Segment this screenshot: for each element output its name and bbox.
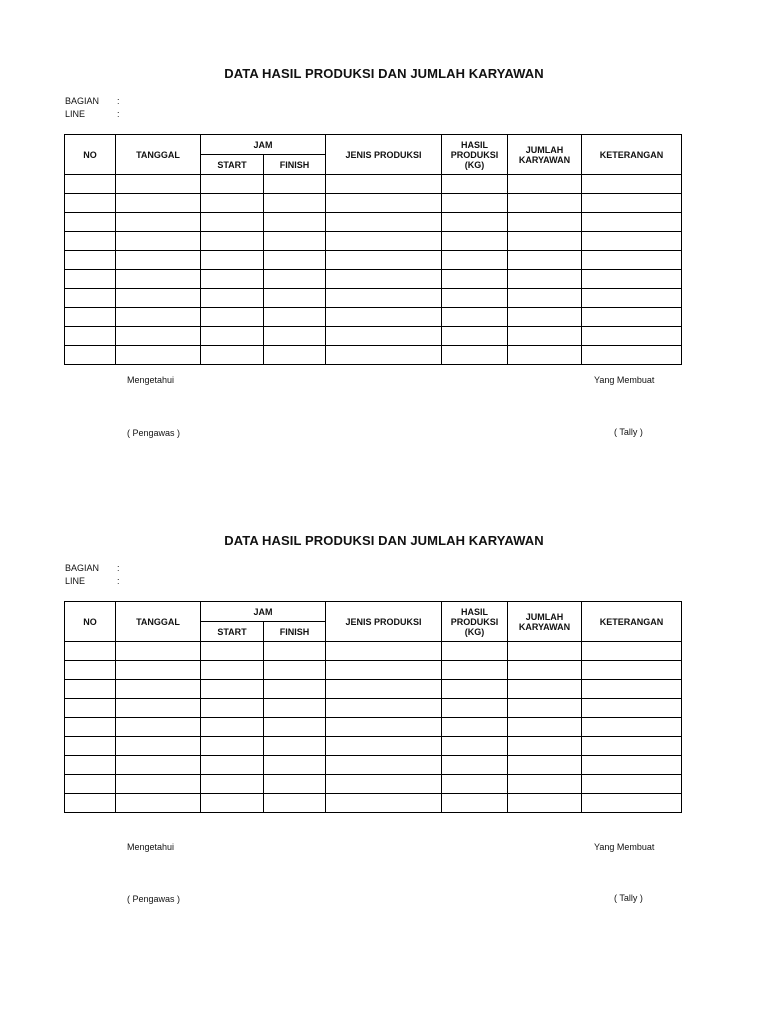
table-cell <box>65 699 116 718</box>
sign-right-title: Yang Membuat <box>594 375 655 385</box>
table-cell <box>65 718 116 737</box>
form-title: DATA HASIL PRODUKSI DAN JUMLAH KARYAWAN <box>224 533 544 548</box>
table-cell <box>326 756 442 775</box>
header-hasil-produksi <box>442 602 508 642</box>
header-keterangan: KETERANGAN <box>582 135 682 175</box>
table-cell <box>442 251 508 270</box>
table-cell <box>65 642 116 661</box>
table-row <box>65 308 682 327</box>
header-jam: JAM <box>201 135 326 155</box>
table-cell <box>326 794 442 813</box>
table-cell <box>508 661 582 680</box>
table-cell <box>442 213 508 232</box>
table-cell <box>65 327 116 346</box>
table-row <box>65 194 682 213</box>
table-cell <box>326 232 442 251</box>
table-cell <box>508 175 582 194</box>
sign-left-name: ( Pengawas ) <box>127 428 181 438</box>
table-cell <box>264 251 326 270</box>
table-cell <box>442 346 508 365</box>
table-row <box>65 718 682 737</box>
table-row <box>65 251 682 270</box>
table-cell <box>65 213 116 232</box>
table-row <box>65 699 682 718</box>
table-row <box>65 213 682 232</box>
table-cell <box>264 175 326 194</box>
table-cell <box>326 718 442 737</box>
table-cell <box>508 775 582 794</box>
table-cell <box>326 270 442 289</box>
table-cell <box>442 289 508 308</box>
header-hasil-line: (KG) <box>464 159 485 170</box>
table-cell <box>116 327 201 346</box>
table-cell <box>582 175 682 194</box>
table-cell <box>264 737 326 756</box>
header-hasil-line: PRODUKSI <box>450 616 499 627</box>
table-cell <box>582 194 682 213</box>
table-row <box>65 289 682 308</box>
table-cell <box>582 270 682 289</box>
table-cell <box>65 194 116 213</box>
header-tanggal: TANGGAL <box>116 135 201 175</box>
table-cell <box>326 642 442 661</box>
table-row <box>65 737 682 756</box>
table-cell <box>201 794 264 813</box>
sign-left-name: ( Pengawas ) <box>127 894 181 904</box>
table-cell <box>201 289 264 308</box>
meta-line <box>65 109 120 119</box>
table-cell <box>442 175 508 194</box>
table-cell <box>201 346 264 365</box>
table-cell <box>326 213 442 232</box>
table-cell <box>116 775 201 794</box>
table-cell <box>442 775 508 794</box>
table-cell <box>65 756 116 775</box>
table-cell <box>508 642 582 661</box>
table-cell <box>582 718 682 737</box>
table-cell <box>264 289 326 308</box>
table-cell <box>116 308 201 327</box>
meta-colon: : <box>117 96 120 106</box>
table-cell <box>264 642 326 661</box>
table-cell <box>116 794 201 813</box>
header-finish: FINISH <box>264 155 326 175</box>
table-cell <box>582 756 682 775</box>
header-keterangan: KETERANGAN <box>582 602 682 642</box>
sign-left-title: Mengetahui <box>127 375 175 385</box>
table-cell <box>264 270 326 289</box>
table-cell <box>264 232 326 251</box>
table-cell <box>264 327 326 346</box>
table-cell <box>508 718 582 737</box>
table-cell <box>65 661 116 680</box>
meta-bagian <box>65 96 120 106</box>
table-cell <box>326 775 442 794</box>
table-cell <box>116 642 201 661</box>
meta-bagian-label: BAGIAN <box>65 96 100 106</box>
table-cell <box>442 642 508 661</box>
header-jumlah-karyawan <box>508 602 582 642</box>
table-cell <box>326 661 442 680</box>
table-cell <box>116 699 201 718</box>
table-cell <box>582 251 682 270</box>
table-cell <box>508 194 582 213</box>
table-cell <box>508 232 582 251</box>
table-cell <box>582 232 682 251</box>
table-cell <box>116 718 201 737</box>
production-table <box>64 134 682 365</box>
header-jumlah-line: KARYAWAN <box>518 621 571 632</box>
table-cell <box>264 194 326 213</box>
table-cell <box>65 737 116 756</box>
table-cell <box>201 232 264 251</box>
table-cell <box>442 794 508 813</box>
header-jumlah-karyawan <box>508 135 582 175</box>
header-start: START <box>201 155 264 175</box>
table-cell <box>442 327 508 346</box>
table-row <box>65 775 682 794</box>
header-hasil-line: (KG) <box>464 626 485 637</box>
header-tanggal: TANGGAL <box>116 602 201 642</box>
table-cell <box>508 251 582 270</box>
sign-right-name: ( Tally ) <box>614 427 643 437</box>
table-cell <box>326 194 442 213</box>
header-hasil-line: HASIL <box>461 139 488 150</box>
table-cell <box>116 175 201 194</box>
table-cell <box>65 289 116 308</box>
table-cell <box>264 794 326 813</box>
table-cell <box>582 680 682 699</box>
table-row <box>65 794 682 813</box>
table-cell <box>508 346 582 365</box>
table-cell <box>201 680 264 699</box>
table-cell <box>264 756 326 775</box>
table-cell <box>264 213 326 232</box>
table-cell <box>326 251 442 270</box>
table-cell <box>508 289 582 308</box>
header-jumlah-line: KARYAWAN <box>518 154 571 165</box>
table-cell <box>326 737 442 756</box>
table-cell <box>442 308 508 327</box>
table-cell <box>326 346 442 365</box>
header-jumlah-line: JUMLAH <box>525 144 564 155</box>
table-cell <box>582 661 682 680</box>
meta-line-label: LINE <box>65 109 86 119</box>
table-cell <box>442 661 508 680</box>
table-cell <box>326 175 442 194</box>
table-cell <box>201 308 264 327</box>
table-cell <box>264 308 326 327</box>
header-jenis-produksi: JENIS PRODUKSI <box>326 602 442 642</box>
table-cell <box>508 699 582 718</box>
table-cell <box>442 194 508 213</box>
meta-line <box>65 576 120 586</box>
sign-right-name: ( Tally ) <box>614 893 643 903</box>
meta-colon: : <box>117 563 120 573</box>
table-cell <box>442 756 508 775</box>
table-cell <box>201 194 264 213</box>
header-hasil-line: HASIL <box>461 606 488 617</box>
table-cell <box>508 213 582 232</box>
table-cell <box>201 661 264 680</box>
table-row <box>65 642 682 661</box>
table-cell <box>116 251 201 270</box>
table-cell <box>264 346 326 365</box>
sign-left-title: Mengetahui <box>127 842 175 852</box>
table-cell <box>508 327 582 346</box>
table-cell <box>582 794 682 813</box>
table-cell <box>65 775 116 794</box>
table-cell <box>326 289 442 308</box>
header-start: START <box>201 622 264 642</box>
table-cell <box>116 737 201 756</box>
table-row <box>65 232 682 251</box>
table-cell <box>508 794 582 813</box>
table-cell <box>201 699 264 718</box>
table-cell <box>264 680 326 699</box>
table-row <box>65 270 682 289</box>
table-cell <box>582 289 682 308</box>
table-cell <box>508 680 582 699</box>
table-cell <box>116 213 201 232</box>
table-cell <box>264 699 326 718</box>
table-cell <box>442 737 508 756</box>
table-cell <box>201 642 264 661</box>
table-cell <box>326 699 442 718</box>
table-cell <box>508 756 582 775</box>
meta-line-label: LINE <box>65 576 86 586</box>
table-cell <box>582 737 682 756</box>
table-cell <box>65 794 116 813</box>
table-cell <box>442 270 508 289</box>
production-table <box>64 601 682 813</box>
table-cell <box>201 251 264 270</box>
table-row <box>65 175 682 194</box>
sign-right-title: Yang Membuat <box>594 842 655 852</box>
table-cell <box>201 737 264 756</box>
table-cell <box>442 718 508 737</box>
table-row <box>65 756 682 775</box>
header-hasil-produksi <box>442 135 508 175</box>
meta-bagian <box>65 563 120 573</box>
table-cell <box>582 308 682 327</box>
table-cell <box>582 642 682 661</box>
table-cell <box>116 289 201 308</box>
table-cell <box>65 175 116 194</box>
header-jenis-produksi: JENIS PRODUKSI <box>326 135 442 175</box>
table-cell <box>116 661 201 680</box>
table-cell <box>326 308 442 327</box>
meta-colon: : <box>117 109 120 119</box>
table-cell <box>326 680 442 699</box>
table-cell <box>116 680 201 699</box>
table-cell <box>201 175 264 194</box>
table-cell <box>442 232 508 251</box>
table-cell <box>582 327 682 346</box>
table-row <box>65 346 682 365</box>
header-no: NO <box>65 602 116 642</box>
table-cell <box>65 308 116 327</box>
header-finish: FINISH <box>264 622 326 642</box>
table-cell <box>326 327 442 346</box>
table-cell <box>201 718 264 737</box>
table-cell <box>65 680 116 699</box>
table-cell <box>116 232 201 251</box>
table-cell <box>116 270 201 289</box>
table-cell <box>65 346 116 365</box>
form-title: DATA HASIL PRODUKSI DAN JUMLAH KARYAWAN <box>224 66 544 81</box>
header-no: NO <box>65 135 116 175</box>
table-cell <box>582 775 682 794</box>
table-cell <box>508 737 582 756</box>
table-cell <box>201 756 264 775</box>
table-cell <box>201 775 264 794</box>
header-jam: JAM <box>201 602 326 622</box>
header-jumlah-line: JUMLAH <box>525 611 564 622</box>
table-row <box>65 327 682 346</box>
table-cell <box>65 232 116 251</box>
table-cell <box>508 308 582 327</box>
table-cell <box>201 270 264 289</box>
table-cell <box>582 213 682 232</box>
table-row <box>65 680 682 699</box>
table-cell <box>65 270 116 289</box>
table-row <box>65 661 682 680</box>
header-hasil-line: PRODUKSI <box>450 149 499 160</box>
table-cell <box>116 346 201 365</box>
table-cell <box>116 756 201 775</box>
table-cell <box>582 346 682 365</box>
table-cell <box>264 775 326 794</box>
table-cell <box>65 251 116 270</box>
table-cell <box>116 194 201 213</box>
meta-bagian-label: BAGIAN <box>65 563 100 573</box>
table-cell <box>442 699 508 718</box>
meta-colon: : <box>117 576 120 586</box>
table-cell <box>264 661 326 680</box>
table-cell <box>201 213 264 232</box>
table-cell <box>508 270 582 289</box>
table-cell <box>201 327 264 346</box>
table-cell <box>582 699 682 718</box>
table-cell <box>442 680 508 699</box>
table-cell <box>264 718 326 737</box>
